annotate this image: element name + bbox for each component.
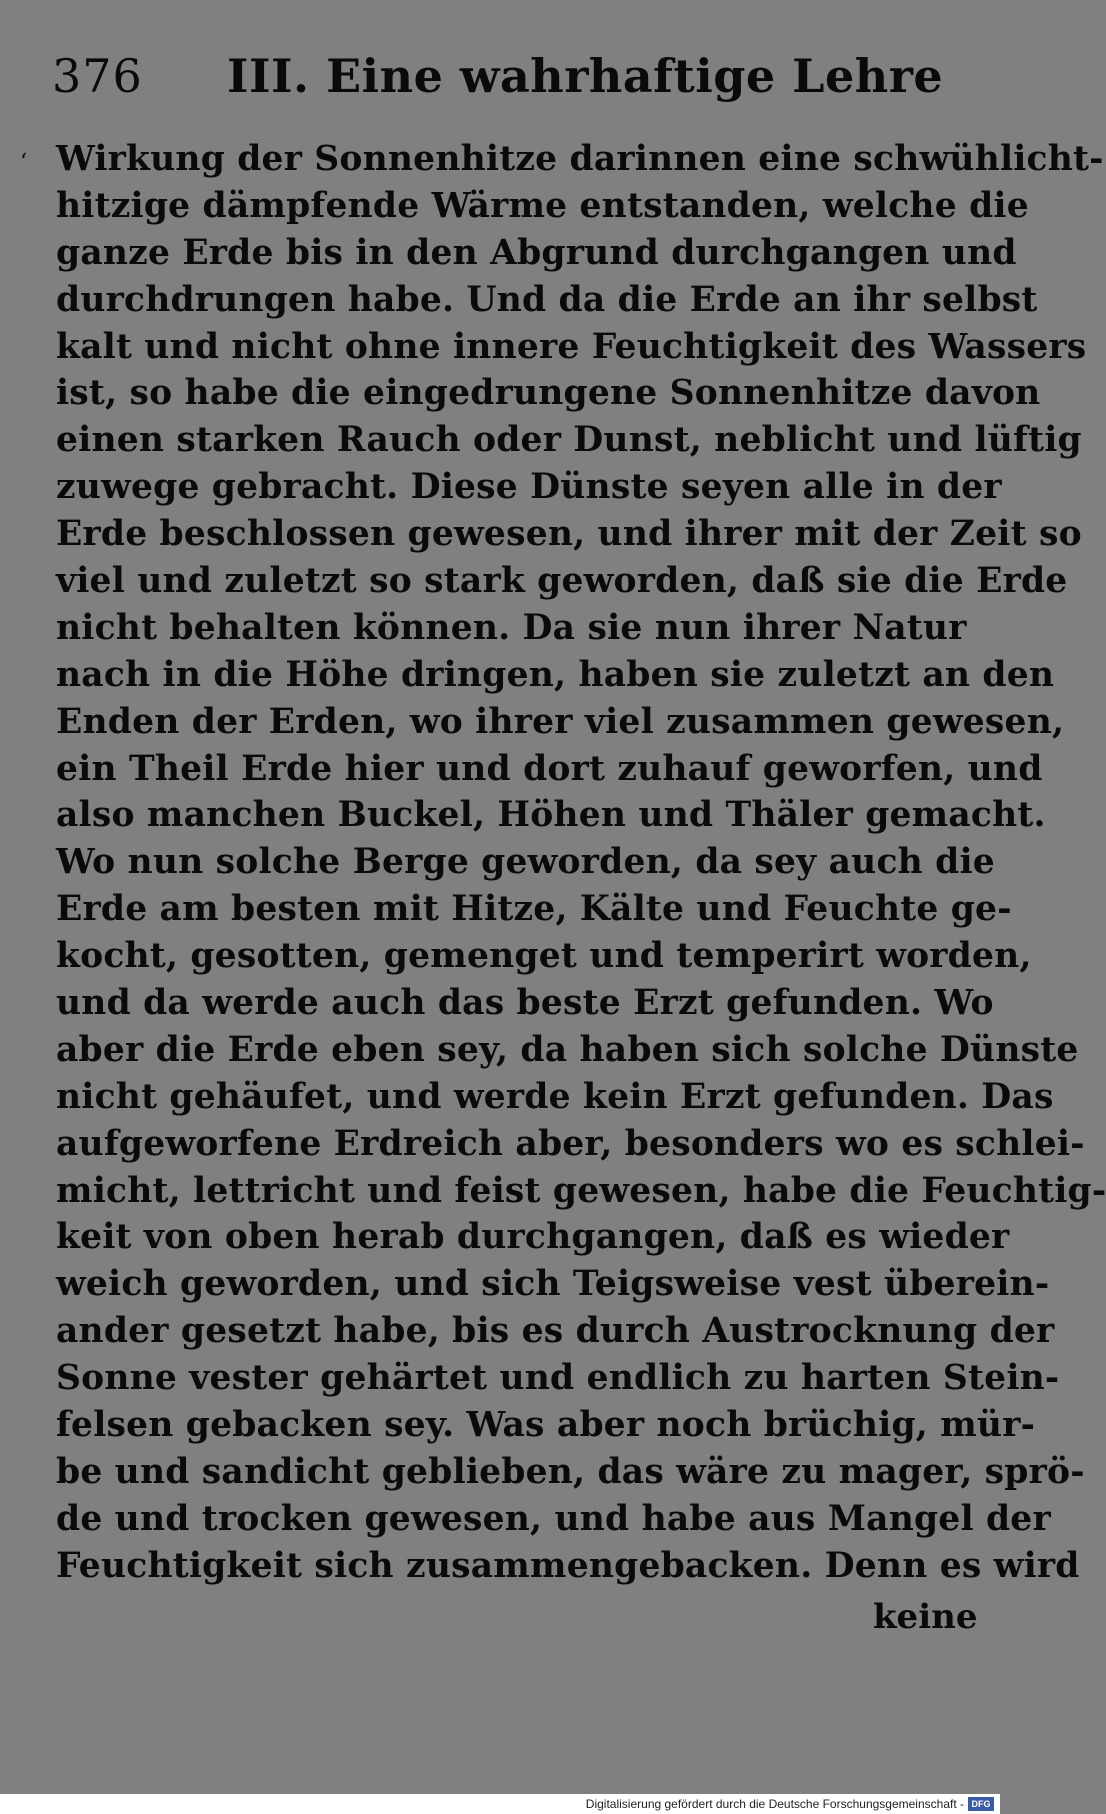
text-line: Sonne vester gehärtet und endlich zu harten Stein- xyxy=(56,1358,1060,1399)
text-line: und da werde auch das beste Erzt gefunden. Wo xyxy=(56,983,994,1024)
text-line: nicht gehäufet, und werde kein Erzt gefunden. Das xyxy=(56,1076,1054,1117)
funding-credit: Digitalisierung gefördert durch die Deutsche Forschungsgemeinschaft - xyxy=(585,1797,964,1811)
text-line: zuwege gebracht. Diese Dünste seyen alle in der xyxy=(56,467,1002,508)
text-line: Enden der Erden, wo ihrer viel zusammen gewesen, xyxy=(56,701,1065,742)
text-line: keit von oben herab durchgangen, daß es wieder xyxy=(56,1217,1010,1258)
text-line: also manchen Buckel, Höhen und Thäler gemacht. xyxy=(56,795,1046,836)
text-line: weich geworden, und sich Teigsweise vest überein- xyxy=(56,1264,1050,1305)
page-header xyxy=(52,44,952,108)
text-line: aber die Erde eben sey, da haben sich solche Dünste xyxy=(56,1029,1079,1070)
text-line: aufgeworfene Erdreich aber, besonders wo es schlei- xyxy=(56,1123,1085,1164)
running-title: III. Eine wahrhaftige Lehre xyxy=(227,49,944,103)
text-line: nicht behalten können. Da sie nun ihrer Natur xyxy=(56,607,967,648)
text-line: Erde am besten mit Hitze, Kälte und Feuchte ge- xyxy=(56,889,1012,930)
text-line: de und trocken gewesen, und habe aus Mangel der xyxy=(56,1498,1051,1539)
body-text xyxy=(56,136,1106,1590)
text-line: kocht, gesotten, gemenget und temperirt worden, xyxy=(56,936,1032,977)
text-line: ist, so habe die eingedrungene Sonnenhitze davon xyxy=(56,373,1041,414)
text-line: nach in die Höhe dringen, haben sie zuletzt an den xyxy=(56,654,1055,695)
text-line: ein Theil Erde hier und dort zuhauf geworfen, und xyxy=(56,748,1043,789)
text-line: einen starken Rauch oder Dunst, neblicht und lüftig xyxy=(56,420,1082,461)
text-line: Wirkung der Sonnenhitze darinnen eine schwühlicht- xyxy=(56,139,1104,179)
dfg-logo-icon: DFG xyxy=(968,1797,994,1811)
margin-mark: ‘ xyxy=(20,150,27,175)
text-line: ander gesetzt habe, bis es durch Austrocknung der xyxy=(56,1311,1055,1352)
text-line: felsen gebacken sey. Was aber noch brüchig, mür- xyxy=(56,1405,1036,1446)
text-line: durchdrungen habe. Und da die Erde an ihr selbst xyxy=(56,279,1038,320)
text-line: be und sandicht geblieben, das wäre zu mager, sprö- xyxy=(56,1451,1085,1492)
catchword: keine xyxy=(873,1597,978,1637)
text-line: ganze Erde bis in den Abgrund durchgangen und xyxy=(56,232,1017,273)
text-line: Wo nun solche Berge geworden, da sey auch die xyxy=(56,842,995,883)
footer-bar xyxy=(0,1794,1000,1814)
text-line: kalt und nicht ohne innere Feuchtigkeit des Wassers xyxy=(56,326,1087,367)
text-line: Erde beschlossen gewesen, und ihrer mit der Zeit so xyxy=(56,514,1082,555)
text-line: hitzige dämpfende Wärme entstanden, welche die xyxy=(56,185,1029,226)
page-number: 376 xyxy=(52,49,143,103)
text-line: Feuchtigkeit sich zusammengebacken. Denn es wird xyxy=(56,1545,1080,1586)
text-line: micht, lettricht und feist gewesen, habe die Feuchtig- xyxy=(56,1170,1106,1211)
text-line: viel und zuletzt so stark geworden, daß sie die Erde xyxy=(56,561,1068,602)
